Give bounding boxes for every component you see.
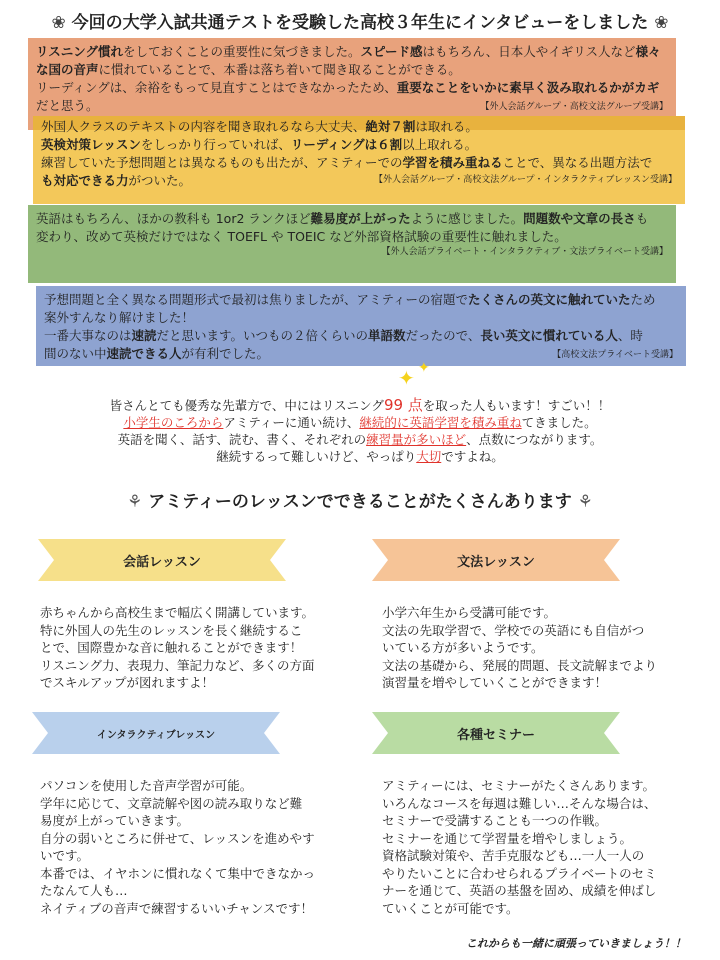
message-line: 小学生のころからアミティーに通い続け、継続的に英語学習を積み重ねてきました。 xyxy=(123,415,597,430)
interview-line: 間のない中速読できる人が有利でした。 xyxy=(44,346,270,361)
ribbon-interactive xyxy=(32,710,280,756)
desc-line: 自分の弱いところに併せて、レッスンを進めやす xyxy=(40,830,315,846)
desc-line: 資格試験対策や、苦手克服なども…一人一人の xyxy=(382,848,645,863)
interview-source: 【高校文法プライベート受講】 xyxy=(552,350,678,360)
ribbon-label: 各種セミナー xyxy=(456,728,535,743)
interview-source: 【外人会話プライベート・インタラクティブ・文法プライベート受講】 xyxy=(381,247,668,257)
tulip-icon: ⚘ xyxy=(577,492,593,512)
lesson-description-conversation xyxy=(40,604,340,692)
interview-line: 変わり、改めて英検だけではなく TOEFL や TOEIC など外部資格試験の重要性に触れました。 xyxy=(36,229,567,244)
sparkle-icon: ✦ xyxy=(418,360,430,376)
interview-line: 英検対策レッスンをしっかり行っていれば、リーディングは６割以上取れる。 xyxy=(41,137,478,152)
message-line: 継続するって難しいけど、やっぱり大切ですよね。 xyxy=(216,449,504,464)
message-line: 英語を聞く、話す、読む、書く、それぞれの練習量が多いほど、点数につながります。 xyxy=(117,432,603,447)
desc-line: 学年に応じて、文章読解や図の読み取りなど難 xyxy=(40,795,303,811)
footer-message: これからも一緒に頑張っていきましょう！！ xyxy=(466,937,686,950)
lessons-heading xyxy=(0,487,720,512)
interview-source: 【外人会話グループ・高校文法グループ・インタラクティブレッスン受講】 xyxy=(373,175,677,185)
desc-line: とで、国際豊かな音に触れることができます！ xyxy=(40,640,303,655)
desc-line: いている方が多いようです。 xyxy=(382,640,544,655)
interview-line: 予想問題と全く異なる問題形式で最初は焦りましたが、アミティーの宿題でたくさんの英文に触れていたため xyxy=(44,292,656,307)
interview-line: も対応できる力がついた。 xyxy=(41,173,192,188)
desc-line: ナーを通じて、英語の基盤を固め、成績を伸ばし xyxy=(382,883,657,898)
message-line: 皆さんとても優秀な先輩方で、中にはリスニング99 点を取った人もいます！すごい！！ xyxy=(109,396,611,414)
desc-line: やりたいことに合わせられるプライベートのセミ xyxy=(382,865,657,881)
desc-line: たなんて人も… xyxy=(40,883,128,898)
interview-box-2 xyxy=(33,116,685,204)
interview-box-4 xyxy=(36,286,686,366)
interview-line: リーディングは、余裕をもって見直すことはできなかったため、重要なことをいかに素早く汲み取れるかがカギ xyxy=(36,80,660,95)
interview-box-3 xyxy=(28,205,676,283)
lessons-heading-text: アミティーのレッスンでできることがたくさんあります xyxy=(148,492,572,512)
desc-line: 演習量を増やしていくことができます！ xyxy=(382,675,608,690)
desc-line: セミナーを通じて学習量を増やしましょう。 xyxy=(382,830,633,846)
desc-line: 本番では、イヤホンに慣れなくて集中できなかっ xyxy=(40,865,316,881)
interview-line: 一番大事なのは速読だと思います。いつもの２倍くらいの単語数だったので、長い英文に慣れている人、時 xyxy=(44,328,643,343)
desc-line: 文法の先取学習で、学校での英語にも自信がつ xyxy=(382,622,645,638)
interview-line: 練習していた予想問題とは異なるものも出たが、アミティーでの学習を積み重ねることで、異なる出題方法で xyxy=(41,155,653,170)
interview-line: リスニング慣れをしておくことの重要性に気づきました。スピード感はもちろん、日本人やイギリス人など様々 xyxy=(36,44,661,59)
interview-line: 英語はもちろん、ほかの教科も 1or2 ランクほど難易度が上がったように感じました。問題数や文章の長さも xyxy=(36,211,649,226)
interview-source: 【外人会話グループ・高校文法グループ受講】 xyxy=(480,102,668,112)
ribbon-grammar xyxy=(372,537,620,583)
sparkle-icon: ✦ xyxy=(398,366,415,390)
desc-line: ネイティブの音声で練習するいいチャンスです！ xyxy=(40,900,314,916)
interview-line: だと思う。 xyxy=(36,98,99,113)
page-title xyxy=(0,8,720,33)
ribbon-conversation xyxy=(38,537,286,583)
flower-icon: ❀ xyxy=(654,13,669,33)
lesson-description-interactive xyxy=(40,777,340,917)
interview-line: 案外すんなり解けました！ xyxy=(44,310,195,325)
desc-line: でスキルアップが図れますよ！ xyxy=(40,675,215,690)
desc-line: ていくことが可能です。 xyxy=(382,900,519,916)
desc-line: 小学六年生から受講可能です。 xyxy=(382,605,557,620)
desc-line: セミナーで受講することも一つの作戦。 xyxy=(382,813,608,828)
desc-line: アミティーには、セミナーがたくさんあります。 xyxy=(382,778,656,793)
desc-line: 特に外国人の先生のレッスンを長く継続するこ xyxy=(40,622,303,638)
desc-line: 赤ちゃんから高校生まで幅広く開講しています。 xyxy=(40,605,315,620)
desc-line: リスニング力、表現力、筆記力など、多くの方面 xyxy=(40,657,315,673)
desc-line: いろんなコースを毎週は難しい…そんな場合は、 xyxy=(382,795,657,811)
interview-line: 外国人クラスのテキストの内容を聞き取れるなら大丈夫、絶対７割は取れる。 xyxy=(41,119,478,134)
desc-line: 文法の基礎から、発展的問題、長文読解までより xyxy=(382,657,658,673)
encouragement-message xyxy=(0,397,720,465)
ribbon-seminar xyxy=(372,710,620,756)
interview-line: な国の音声に慣れていることで、本番は落ち着いて聞き取ることができる。 xyxy=(36,62,461,77)
lesson-description-grammar xyxy=(382,604,682,692)
ribbon-label: 会話レッスン xyxy=(123,555,201,570)
lesson-description-seminar xyxy=(382,777,682,917)
desc-line: いです。 xyxy=(40,848,90,863)
flower-icon: ❀ xyxy=(51,13,66,33)
desc-line: パソコンを使用した音声学習が可能。 xyxy=(40,778,253,793)
desc-line: 易度が上がっていきます。 xyxy=(40,813,190,828)
page-title-text: 今回の大学入試共通テストを受験した高校３年生にインタビューをしました xyxy=(71,13,649,33)
ribbon-label: インタラクティブレッスン xyxy=(96,730,216,741)
ribbon-label: 文法レッスン xyxy=(457,555,535,570)
tulip-icon: ⚘ xyxy=(127,492,143,512)
